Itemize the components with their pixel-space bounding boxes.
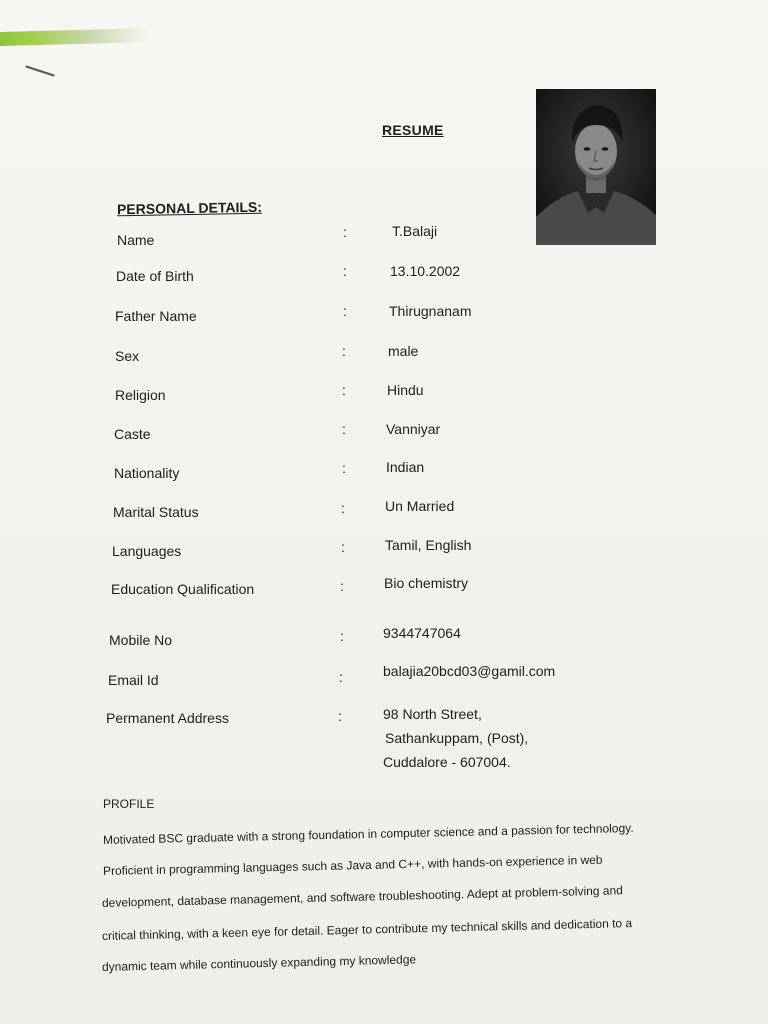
detail-separator: : [343,224,347,240]
address-value [383,703,528,773]
detail-row-languages [0,537,768,567]
detail-separator: : [343,303,347,319]
detail-label: Sex [115,348,140,364]
detail-value: T.Balaji [392,223,438,239]
detail-row-caste [0,421,768,450]
detail-separator: : [339,669,343,685]
profile-text-line: Motivated BSC graduate with a strong foundation in computer science and a passion for technology. [102,820,634,847]
detail-row-email [0,663,768,695]
detail-separator: : [340,628,344,644]
detail-label: Permanent Address [106,710,229,726]
detail-label: Caste [114,426,151,442]
detail-value: 9344747064 [383,625,461,641]
resume-title: RESUME [382,122,444,138]
detail-value: Tamil, English [385,537,472,553]
profile-text-line: dynamic team while continuously expanding my knowledge [101,952,417,974]
detail-row-father-name [0,303,768,332]
detail-value: balajia20bcd03@gamil.com [383,663,556,679]
detail-row-name [0,223,768,254]
detail-value: male [388,343,419,359]
detail-label: Education Qualification [111,581,255,597]
detail-value: Bio chemistry [384,575,469,591]
detail-label: Date of Birth [116,268,194,284]
personal-details-heading: PERSONAL DETAILS: [116,198,263,218]
profile-text-line: Proficient in programming languages such as Java and C++, with hands-on experience in web [102,852,603,878]
detail-row-sex [0,343,768,372]
detail-row-dob [0,263,768,292]
detail-label: Nationality [114,465,180,481]
detail-label: Marital Status [113,504,199,520]
profile-heading: PROFILE [103,797,155,811]
detail-label: Name [117,232,155,248]
detail-separator: : [342,460,346,476]
detail-row-marital-status [0,498,768,528]
detail-separator: : [341,539,345,555]
detail-row-nationality [0,459,768,489]
detail-separator: : [343,263,347,279]
detail-separator: : [341,500,345,516]
detail-separator: : [342,421,346,437]
detail-value: Hindu [387,382,424,398]
detail-value: Indian [386,459,425,475]
detail-value: Thirugnanam [389,303,472,319]
detail-value: Un Married [385,498,455,514]
detail-value: Vanniyar [386,421,441,437]
detail-label: Mobile No [109,632,173,648]
detail-separator: : [338,708,342,724]
profile-text-line: critical thinking, with a keen eye for detail. Eager to contribute my technical skills and dedication to a [101,916,633,943]
detail-row-education [0,575,768,605]
profile-text-line: development, database management, and software troubleshooting. Adept at problem‑solving and [101,883,624,910]
detail-separator: : [342,382,346,398]
address-line: 98 North Street, [383,706,482,722]
address-line: Sathankuppam, (Post), [385,730,529,746]
detail-label: Email Id [108,672,159,688]
detail-row-address [0,706,768,780]
detail-separator: : [340,578,344,594]
detail-separator: : [342,343,346,359]
detail-value: 13.10.2002 [390,263,461,279]
detail-label: Father Name [115,308,197,324]
detail-label: Languages [112,543,182,559]
address-line: Cuddalore - 607004. [383,754,511,770]
detail-row-mobile [0,625,768,655]
detail-row-religion [0,382,768,411]
detail-label: Religion [115,387,166,403]
